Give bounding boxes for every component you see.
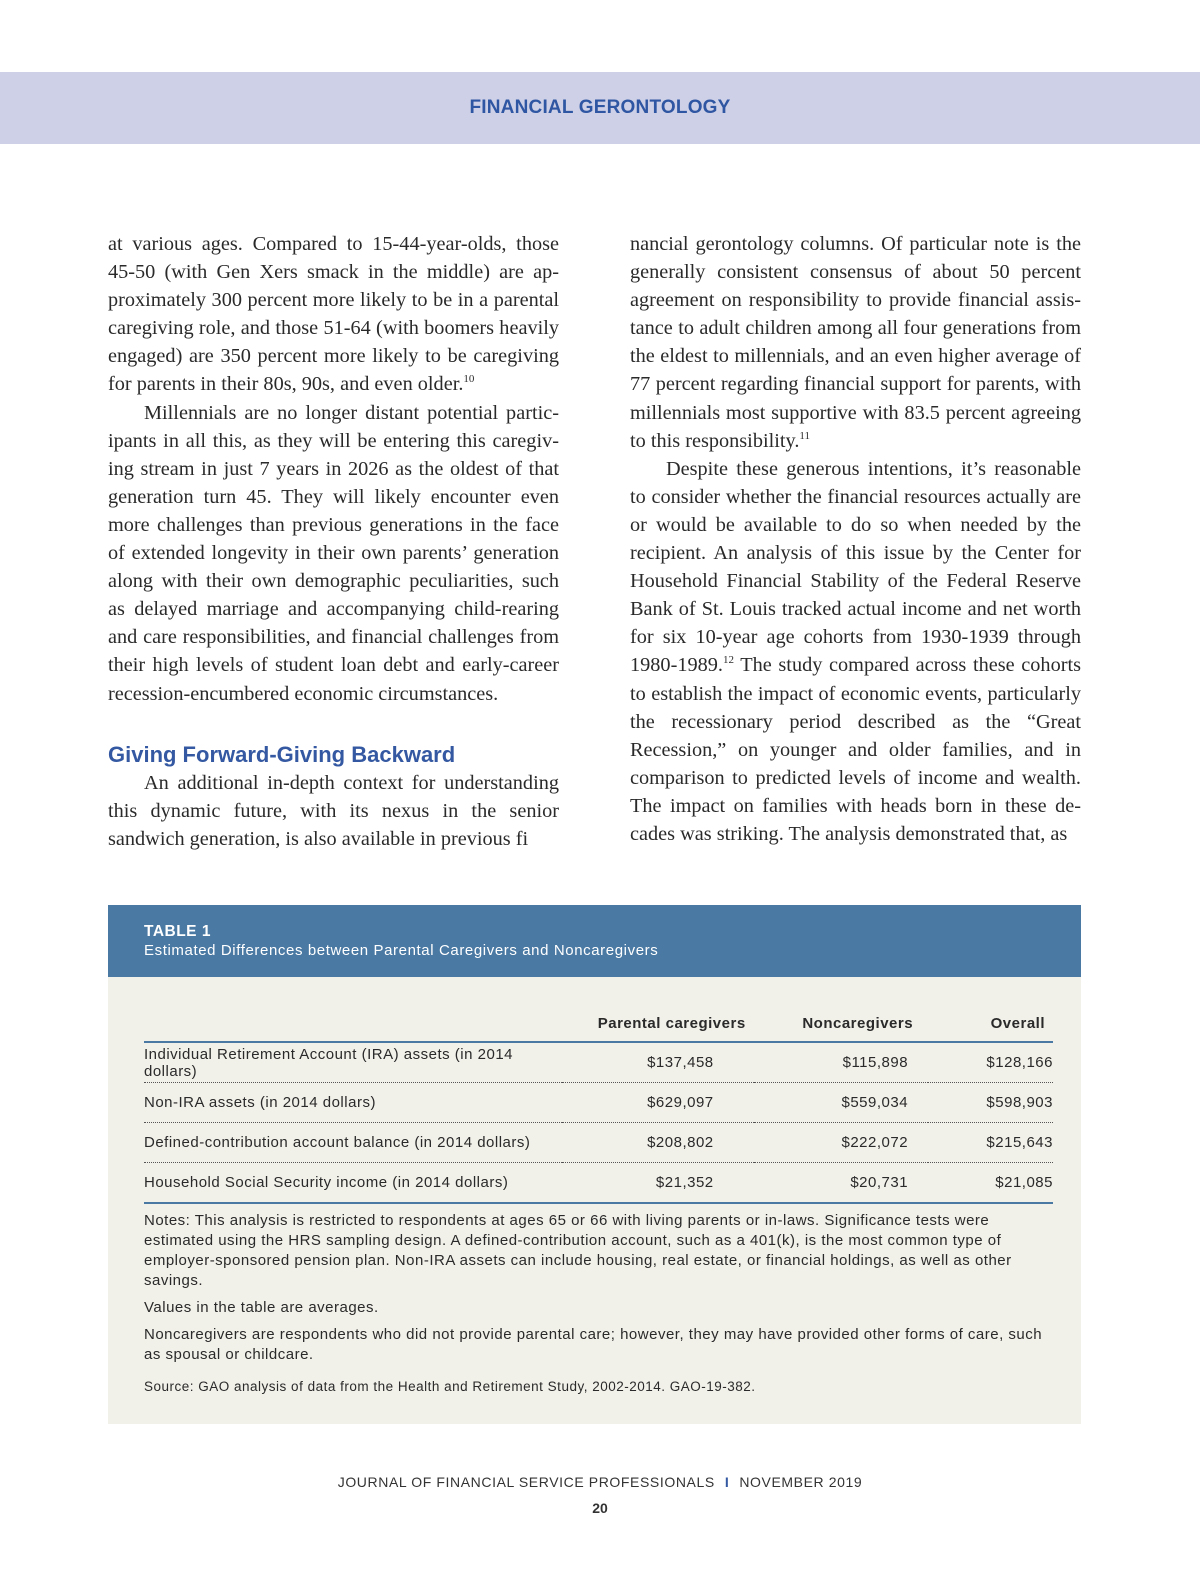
table-row: [144, 1042, 1053, 1083]
cell-value: $215,643: [928, 1123, 1053, 1163]
row-label: Household Social Security income (in 2014 dollars): [144, 1163, 562, 1204]
paragraph: [630, 230, 1081, 455]
issue-date: NOVEMBER 2019: [739, 1474, 863, 1490]
header-band: [0, 72, 1200, 144]
paragraph: An additional in-depth context for understanding this dynamic future, with its nexus in the senior sandwich generation, is also available in previous fi: [108, 771, 559, 850]
cell-value: $21,352: [562, 1163, 754, 1204]
paragraph-text: nancial gerontology columns. Of particular note is the generally consistent consensus of about 50 percent agreement on responsibility to provide financial assistance to adult children among all four generations from the eldest to millennials, and an even higher average of 77 percent regarding financial support for parents, with millennials most supportive with 83.5 percent agreeing to this responsibility.: [630, 233, 1081, 452]
column-header: Parental caregivers: [562, 1005, 754, 1042]
data-table: [144, 1005, 1053, 1204]
right-column: [630, 230, 1081, 848]
note: Notes: This analysis is restricted to respondents at ages 65 or 66 with living parents or in-laws. Significance tests were estimated using the HRS sampling design. A defined-contribution account, such as a 401(k), is the most common type of employer-sponsored pension plan. Non-IRA assets can include housing, real estate, or financial holdings, as well as other savings.: [144, 1212, 1012, 1289]
row-label: Non-IRA assets (in 2014 dollars): [144, 1083, 562, 1123]
note: Values in the table are averages.: [144, 1299, 379, 1316]
cell-value: $559,034: [754, 1083, 928, 1123]
table-header: [108, 905, 1081, 977]
footer-separator: I: [724, 1474, 730, 1490]
paragraph: [630, 455, 1081, 848]
table-row: [144, 1163, 1053, 1204]
page-number: 20: [592, 1500, 608, 1516]
paragraph-text: at various ages. Compared to 15-44-year-olds, those 45-50 (with Gen Xers smack in the middle) are approximately 300 percent more likely to be in a parental caregiving role, and those 51-64 (with boomers heavily engaged) are 350 percent more likely to be caregiving for parents in their 80s, 90s, and even older.: [108, 233, 559, 396]
column-header-empty: [144, 1005, 562, 1042]
footnote-ref: 10: [463, 373, 475, 386]
table-row: [144, 1083, 1053, 1123]
column-header: Noncaregivers: [754, 1005, 928, 1042]
cell-value: $21,085: [928, 1163, 1053, 1204]
table-caption: Estimated Differences between Parental Caregivers and Noncaregivers: [144, 942, 659, 959]
cell-value: $20,731: [754, 1163, 928, 1204]
table-label: TABLE 1: [144, 923, 211, 940]
footer: [0, 1474, 1200, 1490]
cell-value: $137,458: [562, 1042, 754, 1083]
paragraph: [108, 230, 559, 399]
section-heading: Giving Forward-Giving Backward: [108, 741, 456, 767]
table-notes: [144, 1211, 1059, 1404]
footnote-ref: 12: [722, 654, 734, 667]
table-1: [108, 905, 1081, 1424]
paragraph-text: Despite these generous intentions, it’s reasonable to consider whether the financial resources actually are or would be available to do so when needed by the recipient. An analysis of this issue by the Center for Household Financial Stability of the Federal Reserve Bank of St. Louis tracked actual income and net worth for six 10-year age cohorts from 1930-1939 through 1980-1989.: [630, 457, 1081, 677]
table-row: [144, 1123, 1053, 1163]
paragraph-text: The study compared across these cohorts to establish the impact of economic events, particularly the recessionary period described as the “Great Recession,” on younger and older families, and in comparison to predicted levels of income and wealth. The impact on families with heads born in these decades was striking. The analysis demonstrated that, as: [630, 654, 1081, 845]
footnote-ref: 11: [799, 429, 810, 442]
table-source: Source: GAO analysis of data from the Health and Retirement Study, 2002-2014. GAO-19-382.: [144, 1379, 756, 1394]
paragraph: Millennials are no longer distant potential participants in all this, as they will be entering this caregiving stream in just 7 years in 2026 as the oldest of that generation turn 45. They will likely encounter even more challenges than previous generations in the face of extended longevity in their own parents’ generation along with their own demographic peculiarities, such as delayed marriage and accompanying child-rearing and care responsibilities, and financial challenges from their high levels of student loan debt and early-career recession-encumbered economic circumstances.: [108, 401, 559, 705]
left-column: [108, 230, 559, 853]
row-label: Defined-contribution account balance (in 2014 dollars): [144, 1123, 562, 1163]
table-header-row: [144, 1005, 1053, 1042]
journal-name: JOURNAL OF FINANCIAL SERVICE PROFESSIONALS: [337, 1474, 715, 1490]
cell-value: $598,903: [928, 1083, 1053, 1123]
cell-value: $128,166: [928, 1042, 1053, 1083]
row-label: Individual Retirement Account (IRA) assets (in 2014 dollars): [144, 1042, 562, 1083]
section-title: FINANCIAL GERONTOLOGY: [469, 97, 731, 118]
cell-value: $629,097: [562, 1083, 754, 1123]
column-header: Overall: [928, 1005, 1053, 1042]
cell-value: $208,802: [562, 1123, 754, 1163]
note: Noncaregivers are respondents who did not provide parental care; however, they may have provided other forms of care, such as spousal or childcare.: [144, 1326, 1043, 1363]
cell-value: $222,072: [754, 1123, 928, 1163]
cell-value: $115,898: [754, 1042, 928, 1083]
